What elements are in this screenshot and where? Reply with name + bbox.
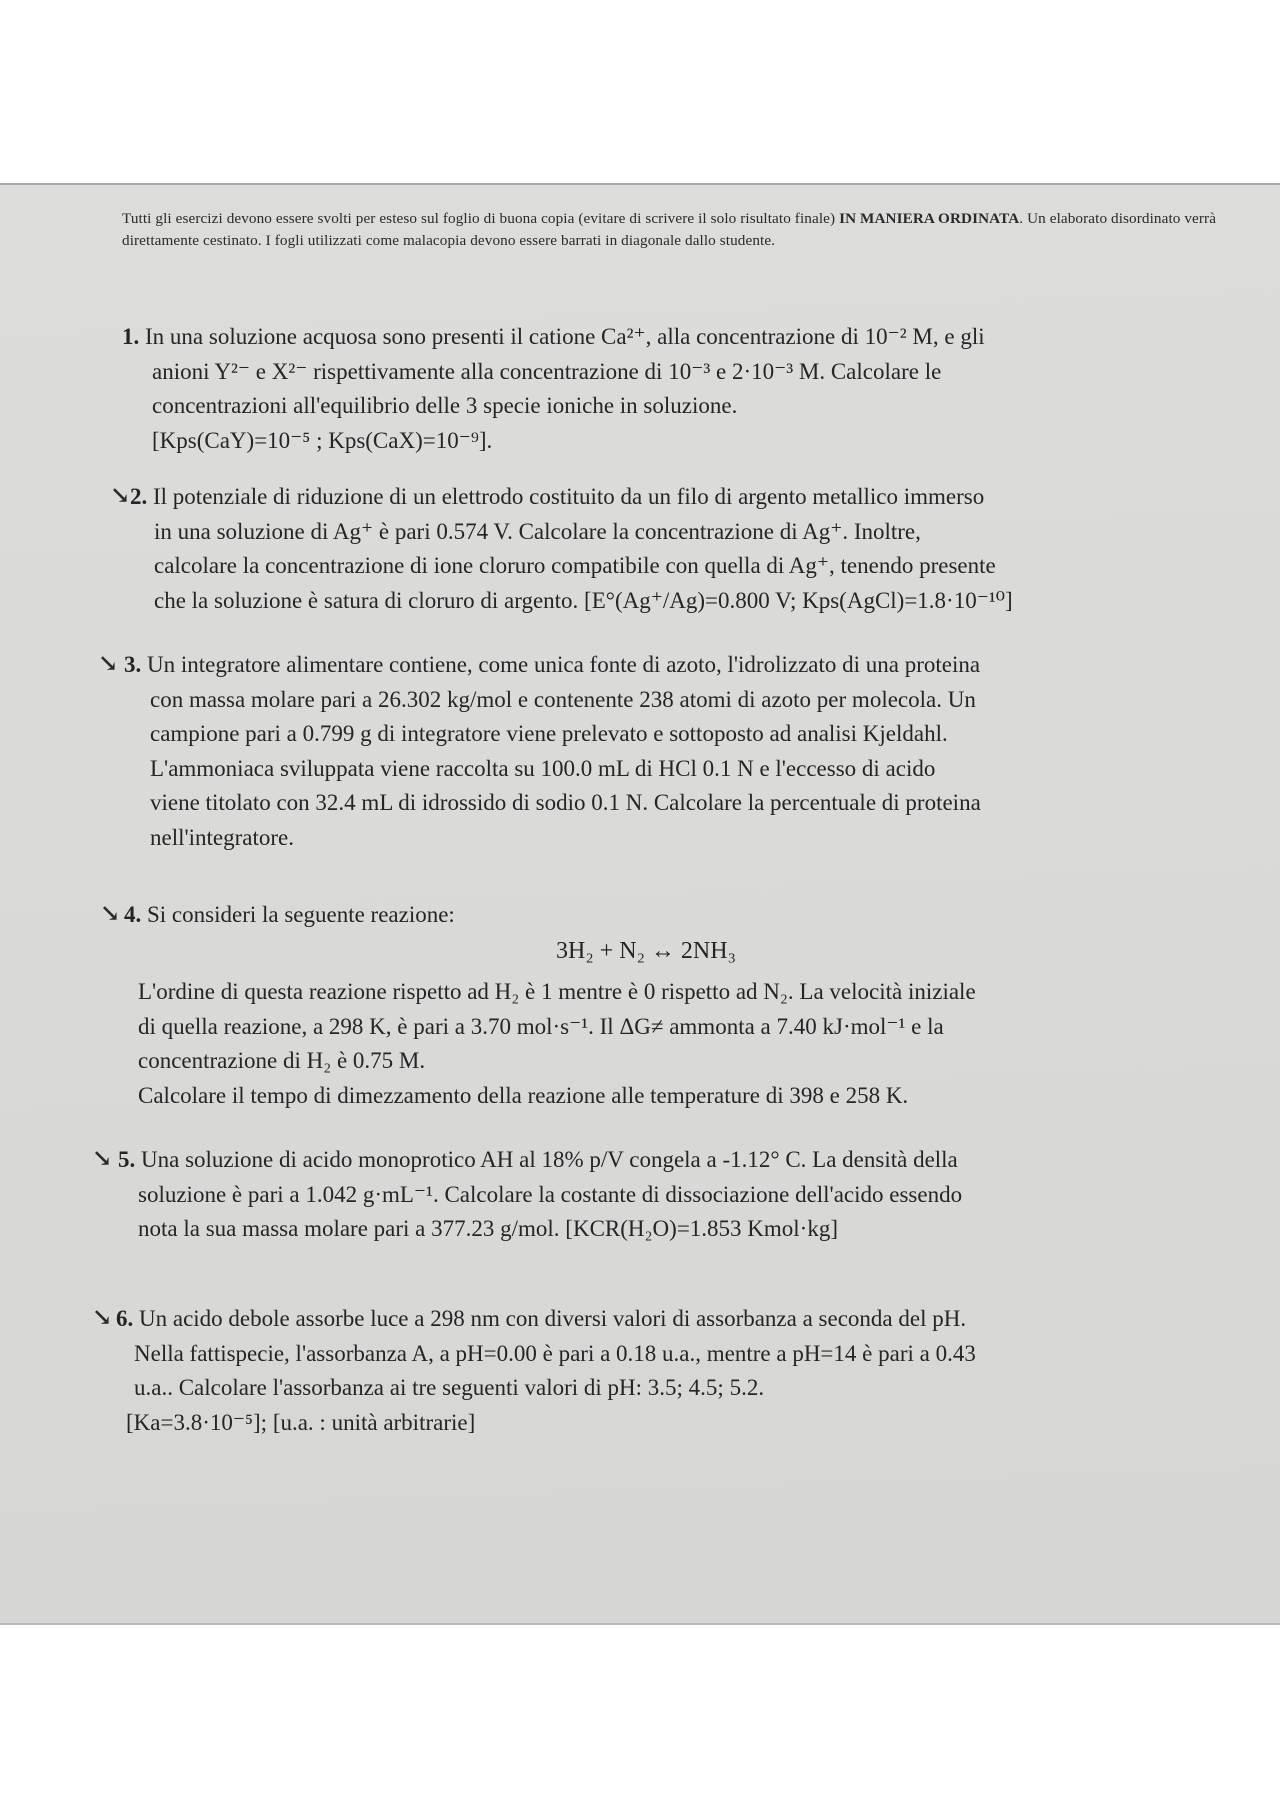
exercise-number: 3. (124, 652, 142, 677)
exercise-line: che la soluzione è satura di cloruro di argento. [E°(Ag⁺/Ag)=0.800 V; Kps(AgCl)=1.8·10⁻¹⁰] (154, 587, 1013, 613)
crossed-mark-icon: ↘ (98, 651, 119, 677)
exercise-number: 4. (124, 902, 142, 927)
reaction-formula: 3H₂ + N₂ ↔ 2NH₃ (556, 938, 736, 964)
exercise-line: concentrazioni all'equilibrio delle 3 specie ioniche in soluzione. (152, 393, 738, 418)
exercise-number: 1. (122, 324, 140, 349)
exercise-line: soluzione è pari a 1.042 g·mL⁻¹. Calcolare la costante di dissociazione dell'acido essendo (138, 1181, 963, 1207)
exercise-line: Un acido debole assorbe luce a 298 nm con diversi valori di assorbanza a seconda del pH. (139, 1306, 967, 1331)
exercise-number: 2. (130, 484, 148, 509)
exercise-line: Calcolare il tempo di dimezzamento della reazione alle temperature di 398 e 258 K. (138, 1082, 909, 1108)
exercise-line: [Ka=3.8·10⁻⁵]; [u.a. : unità arbitrarie] (126, 1409, 476, 1435)
exercise-2 (130, 480, 1222, 618)
page-top-margin (0, 0, 1280, 183)
exercise-line: viene titolato con 32.4 mL di idrossido di sodio 0.1 N. Calcolare la percentuale di proteina (150, 790, 981, 815)
exercise-line: anioni Y²⁻ e X²⁻ rispettivamente alla concentrazione di 10⁻³ e 2·10⁻³ M. Calcolare le (152, 358, 942, 384)
instructions-text: Tutti gli esercizi devono essere svolti per esteso sul foglio di buona copia (evitare di scrivere il solo risultato finale) (122, 210, 836, 227)
exercise-6 (116, 1302, 1246, 1440)
crossed-mark-icon: ↘ (110, 483, 131, 509)
exercise-4 (124, 898, 1224, 933)
exercise-line: [Kps(CaY)=10⁻⁵ ; Kps(CaX)=10⁻⁹]. (152, 427, 493, 453)
exercise-line: nell'integratore. (150, 824, 294, 850)
exercise-3 (124, 648, 1226, 855)
crossed-mark-icon: ↘ (92, 1146, 113, 1172)
instructions-text-2: . Un elaborato disordinato verrà direttamente cestinato. I fogli utilizzati come malacopia devono essere barrati in diagonale dallo studente. (122, 210, 1217, 249)
exercise-5 (118, 1143, 1238, 1247)
exercise-line: L'ammoniaca sviluppata viene raccolta su 100.0 mL di HCl 0.1 N e l'eccesso di acido (150, 755, 936, 781)
exercise-line: Nella fattispecie, l'assorbanza A, a pH=0.00 è pari a 0.18 u.a., mentre a pH=14 è pari a 0.43 (134, 1340, 976, 1366)
instructions-bold: IN MANIERA ORDINATA (839, 210, 1020, 227)
exercise-4-body (138, 975, 1238, 1113)
crossed-mark-icon: ↘ (92, 1305, 113, 1331)
exercise-number: 6. (116, 1306, 134, 1331)
exercise-line: Una soluzione di acido monoprotico AH al 18% p/V congela a -1.12° C. La densità della (141, 1147, 958, 1172)
page-bottom-margin (0, 1625, 1280, 1811)
exercise-line: calcolare la concentrazione di ione cloruro compatibile con quella di Ag⁺, tenendo presente (154, 553, 996, 578)
exercise-number: 5. (118, 1147, 136, 1172)
exercise-line: nota la sua massa molare pari a 377.23 g/mol. [KCR(H₂O)=1.853 Kmol·kg] (138, 1216, 838, 1241)
exercise-line: di quella reazione, a 298 K, è pari a 3.70 mol·s⁻¹. Il ΔG≠ ammonta a 7.40 kJ·mol⁻¹ e la (138, 1013, 944, 1039)
exercise-line: u.a.. Calcolare l'assorbanza ai tre seguenti valori di pH: 3.5; 4.5; 5.2. (134, 1375, 765, 1400)
exercise-line: In una soluzione acquosa sono presenti il catione Ca²⁺, alla concentrazione di 10⁻² M, e gli (145, 324, 985, 349)
exercise-line: in una soluzione di Ag⁺ è pari 0.574 V. Calcolare la concentrazione di Ag⁺. Inoltre, (154, 518, 921, 544)
exam-instructions (122, 208, 1217, 252)
exercise-line: con massa molare pari a 26.302 kg/mol e contenente 238 atomi di azoto per molecola. Un (150, 686, 976, 712)
exercise-line: concentrazione di H₂ è 0.75 M. (138, 1048, 426, 1073)
exercise-line: Un integratore alimentare contiene, come unica fonte di azoto, l'idrolizzato di una proteina (147, 652, 981, 677)
crossed-mark-icon: ↘ (100, 901, 121, 927)
exercise-line: Il potenziale di riduzione di un elettrodo costituito da un filo di argento metallico immerso (153, 484, 985, 509)
exercise-intro: Si consideri la seguente reazione: (147, 902, 455, 927)
exercise-line: campione pari a 0.799 g di integratore viene prelevato e sottoposto ad analisi Kjeldahl. (150, 721, 948, 746)
exercise-1 (122, 320, 1217, 458)
exercise-line: L'ordine di questa reazione rispetto ad H₂ è 1 mentre è 0 rispetto ad N₂. La velocità iniziale (138, 979, 976, 1004)
